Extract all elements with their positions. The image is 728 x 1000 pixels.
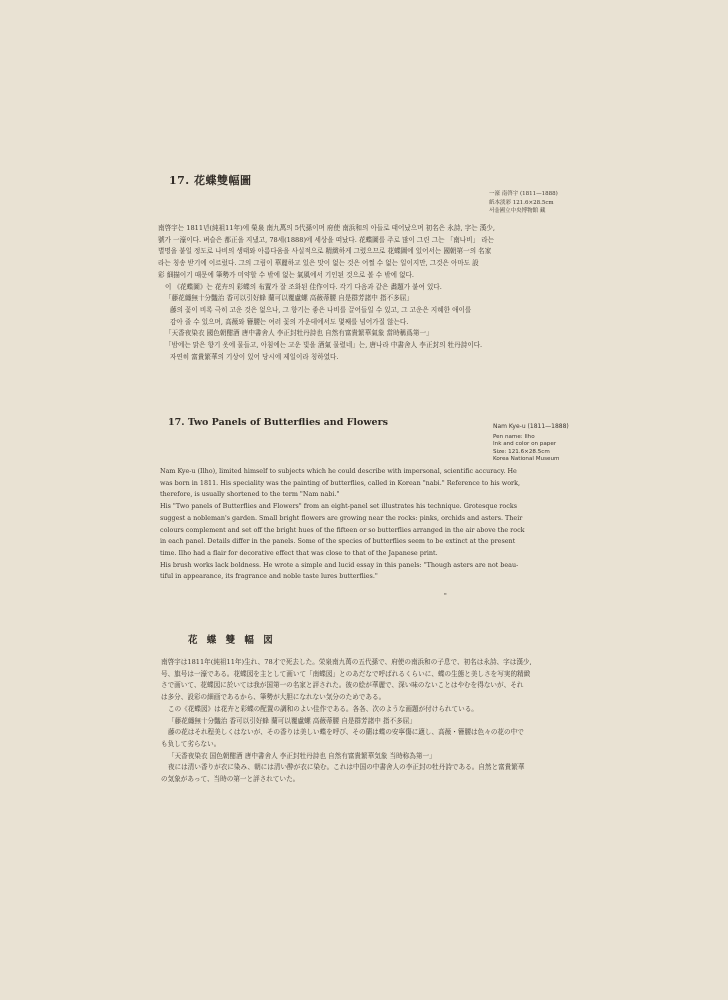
inscription-line: 「藤花纏無十分豔治 香可以引好蜂 蘭可以覆盧螺 高薇蒂腰 自是群芳諸中 指不多屈」 — [168, 716, 416, 725]
inscription-line: 「藤花纏無十分豔治 香可以引好蜂 蘭可以覆盧螺 高薇蒂腰 自是群芳諸中 指不多屈」 — [165, 294, 413, 303]
english-description — [160, 466, 600, 583]
text-line: 南啓宇は1811年(純祖11年)生れ、78才で死去した。栄泉南九萬の五代孫で、府使の南浜和の子息で、初名は永詩、字は漢少, — [161, 658, 532, 666]
text-line: 라는 칭송 받기에 이르렀다. 그의 그림이 華麗하고 있은 맛이 없는 것은 어쩔 수 없는 일이지만, 그것은 아마도 設 — [158, 259, 479, 268]
text-line: 南啓宇는 1811년(純祖11年)에 榮泉 南九萬의 5代孫이며 府使 南浜和의 아들로 태어났으며 初名은 永詩, 字는 漢少, — [158, 224, 495, 232]
text-line: therefore, is usually shortened to the term "Nam nabi." — [160, 490, 340, 499]
meta-line: Ink and color on paper — [493, 441, 557, 448]
japanese-description — [161, 657, 601, 786]
text-line: 「밤에는 맑은 향기 옷에 물들고, 아침에는 고운 빛을 酒氣 물렸네」는, 唐나라 中書舍人 李正封의 牡丹詩이다. — [165, 341, 483, 350]
japanese-title: 花 蝶 雙 幅 図 — [188, 635, 276, 646]
meta-line: Pen name: Ilho — [493, 433, 535, 440]
stray-mark: " — [444, 593, 447, 600]
text-line: 자연히 富貴繁華의 기상이 있어 당시에 제일이라 칭하였다. — [170, 352, 339, 361]
text-line: His brush works lack boldness. He wrote a simple and lucid essay in this panels: "Though asters are not beau- — [160, 560, 519, 569]
text-line: 별명을 붙일 정도로 나비의 생태와 아름다움을 사실적으로 精緻하게 그렸으므로 花蝶圖에 있어서는 國朝第一의 名家 — [158, 247, 492, 256]
inscription-line: 「天香夜染衣 国色朝酣酒 唐中書舍人 李正封牡丹詩也 自然有富貴繁華気象 当時称為第一」 — [168, 751, 436, 760]
text-line: time. Ilho had a flair for decorative effect that was close to that of the Japanese print. — [160, 548, 438, 557]
text-line: 号、旗号は一濠である。花蝶図を主として画いて「南蝶図」とのあだなで呼ばれるくらいに、蝶の生態と美しさを写実的精緻 — [161, 669, 531, 678]
korean-artwork-meta — [489, 190, 558, 216]
text-line: さで画いて、花蝶図に於いては我が国第一の名家と評された。彼の絵が華麗で、深い味のないことはやむを得ないが、それ — [161, 681, 524, 690]
text-line: 夜には清い香りが衣に染み、朝には清い酔が衣に染む。これは中国の中書舍人の李正封の牡丹詩である。自然と富貴繁華 — [168, 763, 525, 772]
meta-line: 서울國立中央博物館 藏 — [489, 208, 546, 214]
meta-line: Korea National Museum — [493, 456, 560, 463]
korean-description — [158, 223, 598, 363]
text-line: His "Two panels of Butterflies and Flowers" from an eight-panel set illustrates his technique. Grotesque rocks — [160, 502, 518, 511]
english-title: 17. Two Panels of Butterflies and Flowers — [168, 417, 388, 428]
text-line: 감아 줄 수 있으며, 高薇와 簪腰는 여러 꽃의 가운데에서도 몇째를 넘어가질 않는다. — [170, 317, 409, 326]
text-line: colours complement and set off the bright hues of the fifteen or so butterflies arranged in the air above the rock — [160, 525, 525, 534]
meta-line: Size: 121.6×28.5cm — [493, 448, 550, 455]
text-line: も负して劣らない。 — [161, 739, 221, 748]
inscription-line: 「天香夜染衣 國色朝酣酒 唐中書舍人 李正封牡丹詩也 自然有富貴繁華氣象 當時稱爲第一」 — [165, 329, 433, 338]
text-line: 彩 細描이기 때문에 筆勢가 미약할 수 밖에 없는 氣風에서 기인된 것으로 볼 수 밖에 없다. — [158, 270, 414, 279]
meta-line: 紙本淡彩 121.6×28.5cm — [489, 199, 554, 206]
text-line: tiful in appearance, its fragrance and noble taste lures butterflies." — [160, 572, 378, 581]
text-line: の気象があって、当時の第一と評されていた。 — [161, 775, 300, 784]
korean-title: 17. 花蝶雙幅圖 — [169, 174, 252, 187]
text-line: 藤の花はそれ程美しくはないが、その香りは美しい蝶を呼び、その蘭は蝶の安寧傷に適し、高薇・簪腰は色々の花の中で — [168, 728, 524, 737]
text-line: この《花蝶図》は花卉と彩蝶の配置の調和のよい佳作である。各各、次のような画題が付けられている。 — [168, 704, 478, 713]
meta-line: 一濠 南啓宇 (1811—1888) — [489, 191, 558, 197]
text-line: 藤의 꽃이 비록 극히 고운 것은 없으나, 그 향기는 좋은 나비를 끌어들일 수 있고, 그 고운은 지혜한 애이를 — [170, 305, 472, 314]
meta-line: Nam Kye-u (1811—1888) — [493, 423, 569, 430]
text-line: 號가 一濠이다. 벼슬은 都正을 지냈고, 78세(1888)에 세상을 떠났다. 花蝶圖를 주로 많이 그린 그는 「南나비」 라는 — [158, 235, 494, 244]
text-line: 이 《花蝶圖》는 花卉의 彩蝶의 布置가 잘 조화된 佳作이다. 각기 다음과 같은 畵題가 붙여 있다. — [165, 282, 442, 291]
text-line: in each panel. Details differ in the panels. Some of the species of butterflies seem to be extinct at the present — [160, 537, 516, 546]
text-line: was born in 1811. His speciality was the painting of butterflies, called in Korean "nabi." Reference to his work, — [160, 478, 521, 487]
text-line: は多分、設彩の細画であるから、筆勢が大胆になれない気分のためである。 — [161, 693, 386, 702]
english-artwork-meta — [493, 423, 569, 464]
text-line: Nam Kye-u (Ilho), limited himself to subjects which he could describe with impersonal, scientific accuracy. He — [160, 467, 517, 475]
text-line: suggest a nobleman's garden. Small bright flowers are growing near the rocks: pinks, orchids and asters. Their — [160, 513, 523, 522]
